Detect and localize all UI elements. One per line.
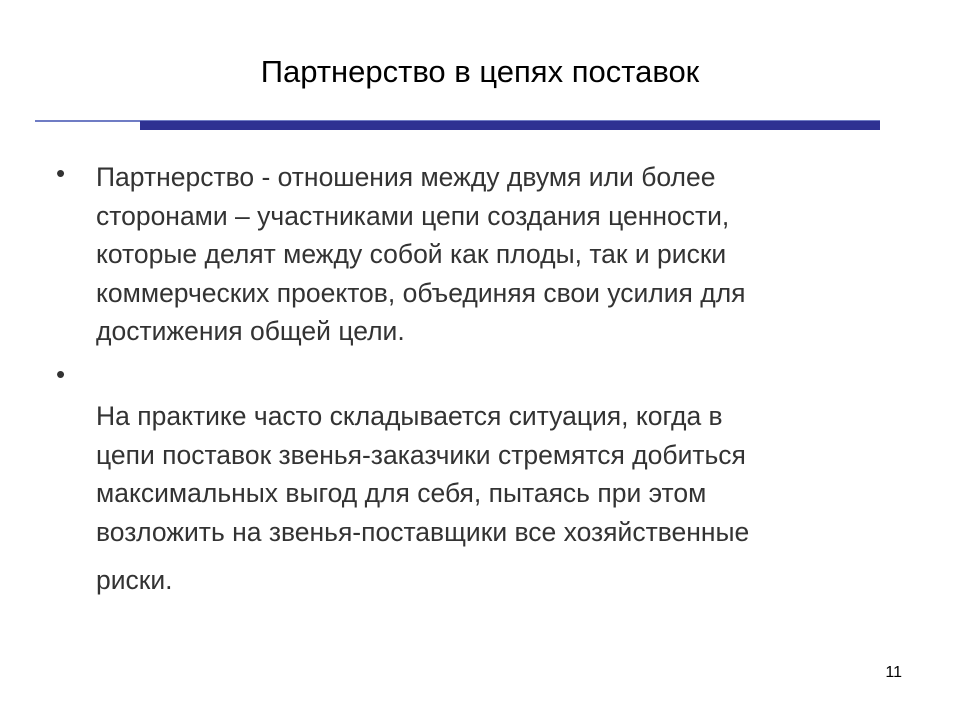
bullet-list [56,158,896,646]
bullet-text-main: На практике часто складывается ситуация, когда в цепи поставок звенья-заказчики стремятся добиться максимальных выгод для себя, пытаясь при этом возложить на звенья-поставщики все хозяйственные [96,401,750,547]
page-number: 11 [885,664,902,681]
bullet-item-practice [56,359,896,639]
bullet-point-icon: • [56,358,66,389]
bullet-point-icon: • [56,158,66,188]
bullet-text-last-line: риски. [96,565,173,595]
bullet-text: Партнерство - отношения между двумя или более сторонами – участниками цепи создания ценности, которые делят между собой как плоды, так и риски коммерческих проектов, объединяя свои усилия для достижения общей цели. [96,162,746,346]
bullet-text [96,359,896,639]
bullet-item-partnership-definition [56,158,896,351]
title-underline-thick [140,121,880,130]
slide-title: Партнерство в цепях поставок [260,54,700,89]
